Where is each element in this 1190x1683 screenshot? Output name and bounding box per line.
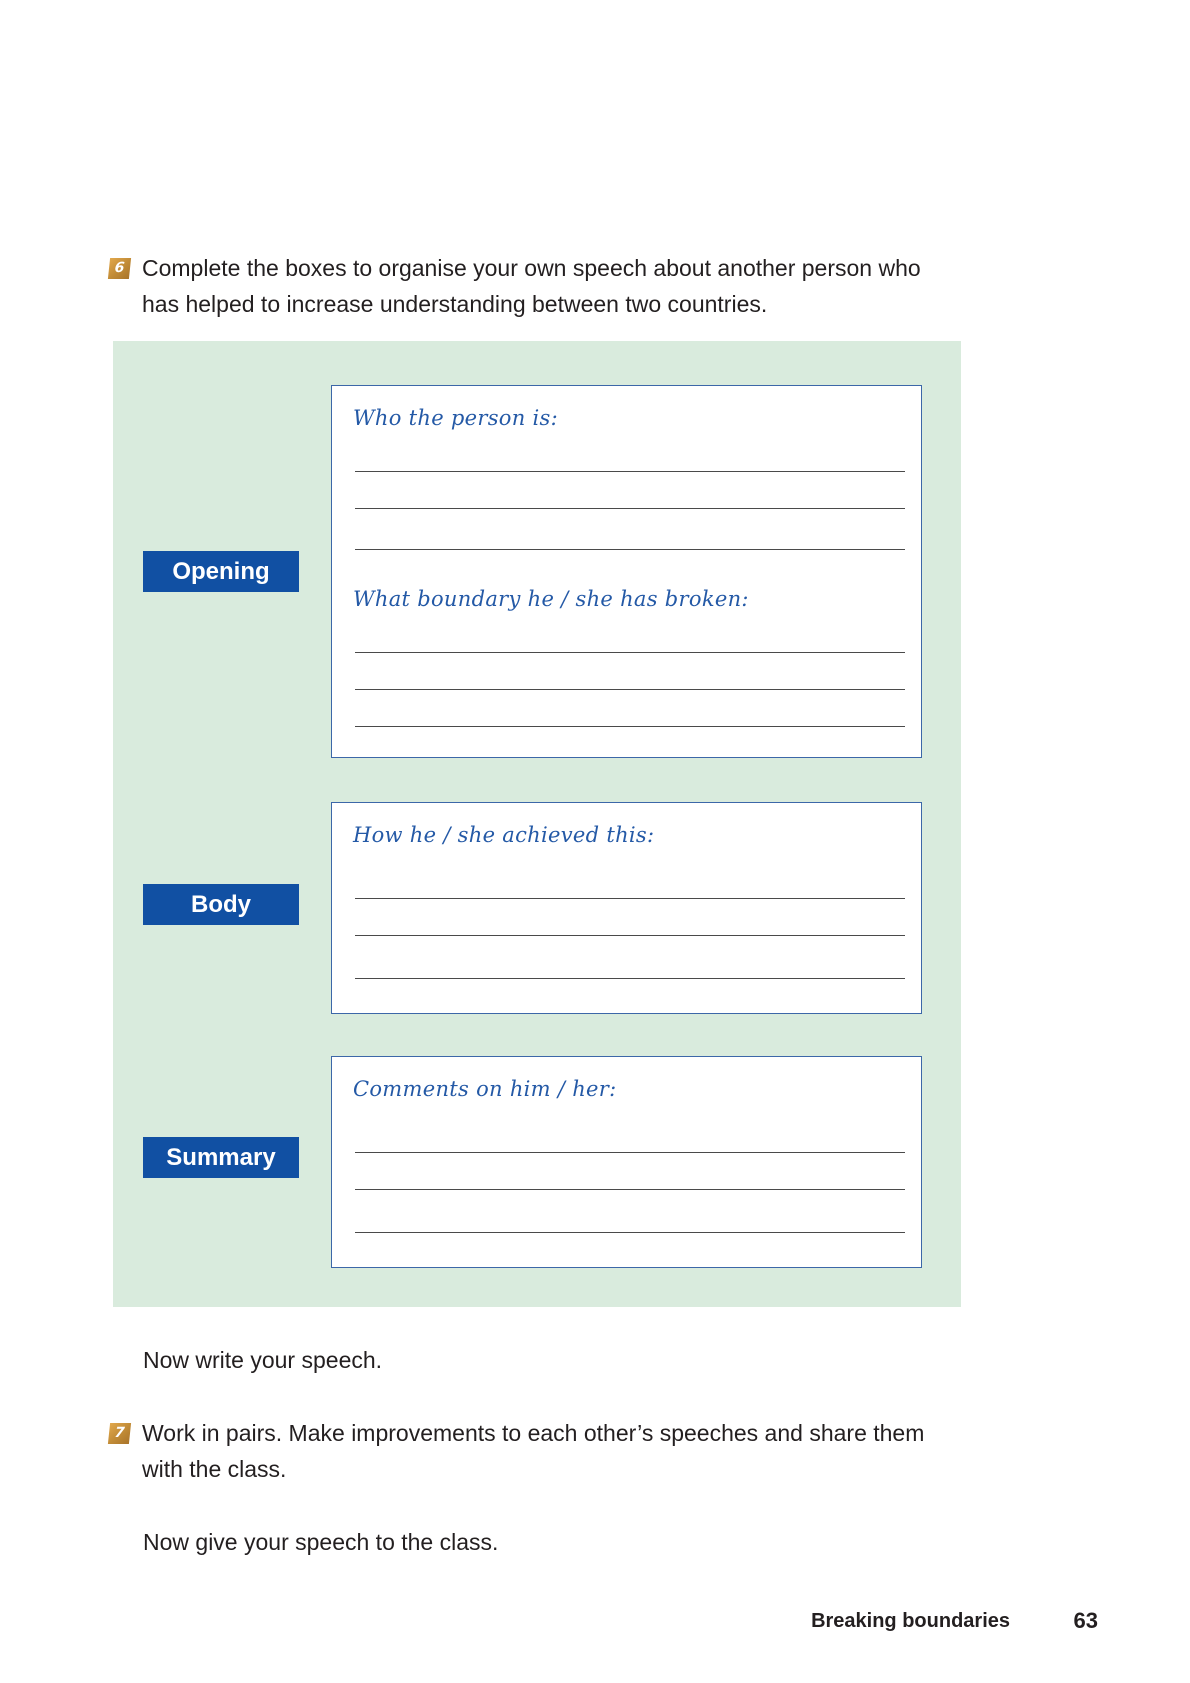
writing-line[interactable] — [355, 1152, 905, 1153]
now-write-instruction: Now write your speech. — [143, 1347, 383, 1373]
writing-line[interactable] — [355, 978, 905, 979]
task-6-instruction: Complete the boxes to organise your own speech about another person who has helped to increase understanding between two countries. — [142, 255, 921, 317]
writing-line[interactable] — [355, 726, 905, 727]
writing-line[interactable] — [355, 471, 905, 472]
summary-box — [331, 1056, 922, 1268]
writing-line[interactable] — [355, 898, 905, 899]
task-number-badge: 7 — [108, 1423, 131, 1444]
body-box — [331, 802, 922, 1014]
opening-label: Opening — [143, 551, 299, 592]
writing-line[interactable] — [355, 935, 905, 936]
writing-line[interactable] — [355, 689, 905, 690]
task-7-instruction: Work in pairs. Make improvements to each other’s speeches and share them with the class. — [142, 1420, 925, 1482]
writing-line[interactable] — [355, 549, 905, 550]
boundary-broken-prompt: What boundary he / she has broken: — [353, 587, 749, 611]
comments-prompt: Comments on him / her: — [353, 1077, 617, 1101]
summary-label: Summary — [143, 1137, 299, 1178]
page-number: 63 — [1073, 1608, 1098, 1633]
writing-line[interactable] — [355, 508, 905, 509]
now-give-instruction: Now give your speech to the class. — [143, 1529, 499, 1555]
body-label: Body — [143, 884, 299, 925]
chapter-title: Breaking boundaries — [811, 1610, 1010, 1632]
writing-line[interactable] — [355, 1232, 905, 1233]
how-achieved-prompt: How he / she achieved this: — [353, 823, 655, 847]
opening-box — [331, 385, 922, 758]
writing-line[interactable] — [355, 1189, 905, 1190]
speech-organiser-panel — [113, 341, 961, 1307]
task-number-badge: 6 — [108, 258, 131, 279]
who-the-person-is-prompt: Who the person is: — [353, 406, 558, 430]
writing-line[interactable] — [355, 652, 905, 653]
